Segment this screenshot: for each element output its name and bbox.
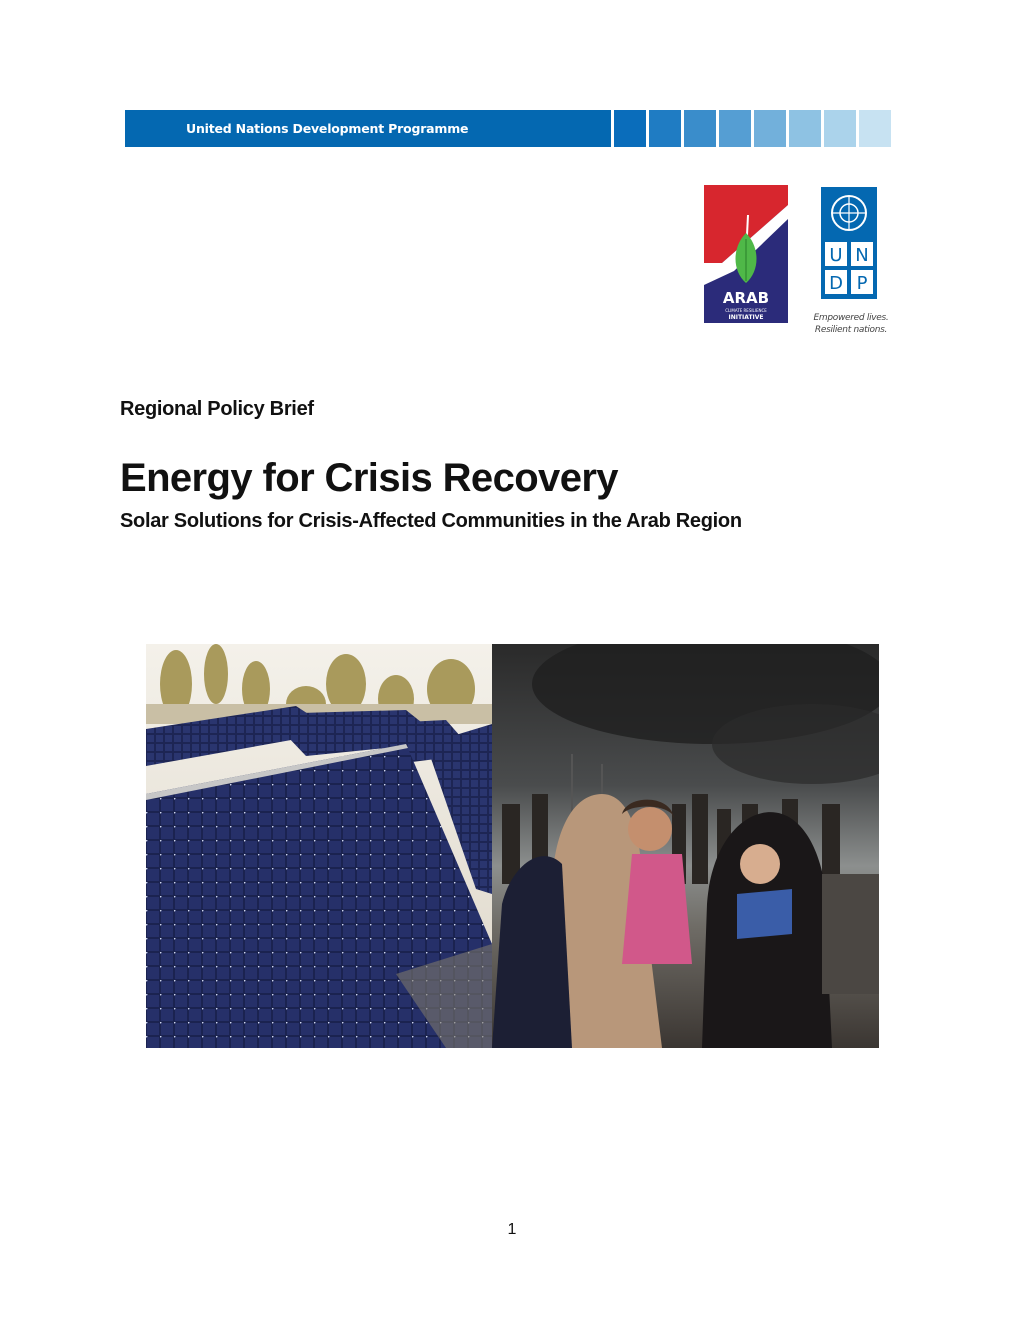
undp-tagline-line1: Empowered lives.: [813, 313, 889, 323]
svg-text:D: D: [829, 273, 843, 294]
document-type-label: Regional Policy Brief: [120, 398, 314, 420]
svg-text:P: P: [856, 273, 868, 294]
page-number: 1: [507, 1221, 517, 1238]
banner-block: [789, 110, 821, 147]
banner-block: [719, 110, 751, 147]
svg-text:CLIMATE RESILIENCE: CLIMATE RESILIENCE: [725, 308, 767, 313]
banner-block: [824, 110, 856, 147]
banner-block: [614, 110, 646, 147]
svg-text:N: N: [855, 245, 869, 266]
svg-text:U: U: [829, 245, 843, 266]
undp-tagline: [806, 312, 896, 336]
document-title: Energy for Crisis Recovery: [120, 456, 618, 500]
arab-climate-initiative-logo: [704, 185, 788, 323]
banner-block: [649, 110, 681, 147]
banner-org-name: United Nations Development Programme: [125, 110, 611, 147]
banner-block: [754, 110, 786, 147]
svg-text:INITIATIVE: INITIATIVE: [728, 314, 764, 321]
svg-text:ARAB: ARAB: [722, 289, 770, 307]
displaced-people-photo: [492, 644, 879, 1048]
undp-logo: [821, 187, 877, 299]
solar-panels-photo: [146, 644, 492, 1048]
undp-tagline-line2: Resilient nations.: [814, 325, 888, 335]
banner-block: [684, 110, 716, 147]
document-subtitle: Solar Solutions for Crisis-Affected Communities in the Arab Region: [120, 510, 742, 532]
undp-banner: [125, 110, 897, 147]
banner-block: [859, 110, 891, 147]
